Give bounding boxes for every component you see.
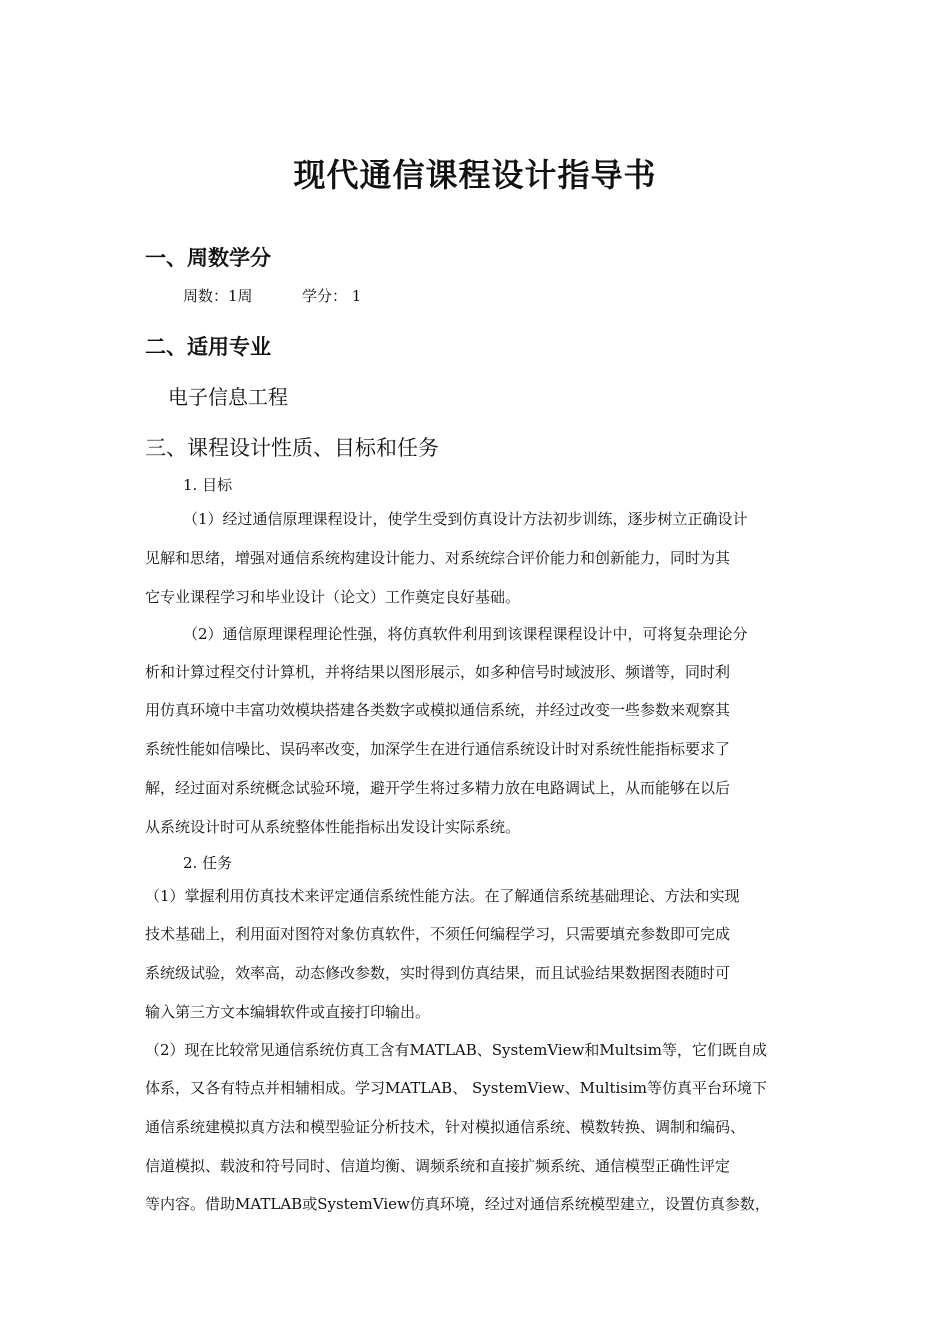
paragraph-line: （2）通信原理课程理论性强，将仿真软件利用到该课程课程设计中，可将复杂理论分 xyxy=(183,625,748,643)
paragraph-line: （1）掌握利用仿真技术来评定通信系统性能方法。在了解通信系统基础理论、方法和实现 xyxy=(145,887,740,905)
paragraph-line: 技术基础上，利用面对图符对象仿真软件，不须任何编程学习，只需要填充参数即可完成 xyxy=(145,925,731,943)
section-2-heading: 二、适用专业 xyxy=(145,335,271,359)
paragraph-line: 解，经过面对系统概念试验环境，避开学生将过多精力放在电路调试上，从而能够在以后 xyxy=(145,779,731,797)
goal-label: 1. 目标 xyxy=(183,476,233,494)
paragraph-line: 析和计算过程交付计算机，并将结果以图形展示，如多种信号时域波形、频谱等，同时利 xyxy=(145,663,731,681)
paragraph-line: （2）现在比较常见通信系统仿真工含有MATLAB、SystemView和Multsim等，它们既自成 xyxy=(145,1041,767,1059)
weeks-text: 周数：1周 xyxy=(183,287,253,305)
paragraph-line: 等内容。借助MATLAB或SystemView仿真环境，经过对通信系统模型建立，设置仿真参数， xyxy=(145,1195,770,1213)
section-1-heading: 一、周数学分 xyxy=(145,246,271,270)
paragraph-line: 输入第三方文本编辑软件或直接打印输出。 xyxy=(145,1003,431,1021)
task-label: 2. 任务 xyxy=(183,854,233,872)
paragraph-line: 系统性能如信噪比、误码率改变，加深学生在进行通信系统设计时对系统性能指标要求了 xyxy=(145,740,731,758)
paragraph-line: 从系统设计时可从系统整体性能指标出发设计实际系统。 xyxy=(145,818,521,836)
paragraph-line: （1）经过通信原理课程设计，使学生受到仿真设计方法初步训练，逐步树立正确设计 xyxy=(183,510,748,528)
paragraph-line: 通信系统建模拟真方法和模型验证分析技术，针对模拟通信系统、模数转换、调制和编码、 xyxy=(145,1118,746,1136)
major-text: 电子信息工程 xyxy=(168,385,288,409)
document-title: 现代通信课程设计指导书 xyxy=(293,156,657,194)
paragraph-line: 体系，又各有特点并相辅相成。学习MATLAB、 SystemView、Multisim等仿真平台环境下 xyxy=(145,1079,767,1097)
paragraph-line: 系统级试验，效率高，动态修改参数，实时得到仿真结果，而且试验结果数据图表随时可 xyxy=(145,964,731,982)
paragraph-line: 信道模拟、载波和符号同时、信道均衡、调频系统和直接扩频系统、通信模型正确性评定 xyxy=(145,1157,731,1175)
paragraph-line: 它专业课程学习和毕业设计（论文）工作奠定良好基础。 xyxy=(145,588,521,606)
paragraph-line: 用仿真环境中丰富功效模块搭建各类数字或模拟通信系统，并经过改变一些参数来观察其 xyxy=(145,701,731,719)
credits-text: 学分： 1 xyxy=(302,287,362,305)
section-3-heading: 三、课程设计性质、目标和任务 xyxy=(145,436,439,460)
paragraph-line: 见解和思绪，增强对通信系统构建设计能力、对系统综合评价能力和创新能力，同时为其 xyxy=(145,549,731,567)
